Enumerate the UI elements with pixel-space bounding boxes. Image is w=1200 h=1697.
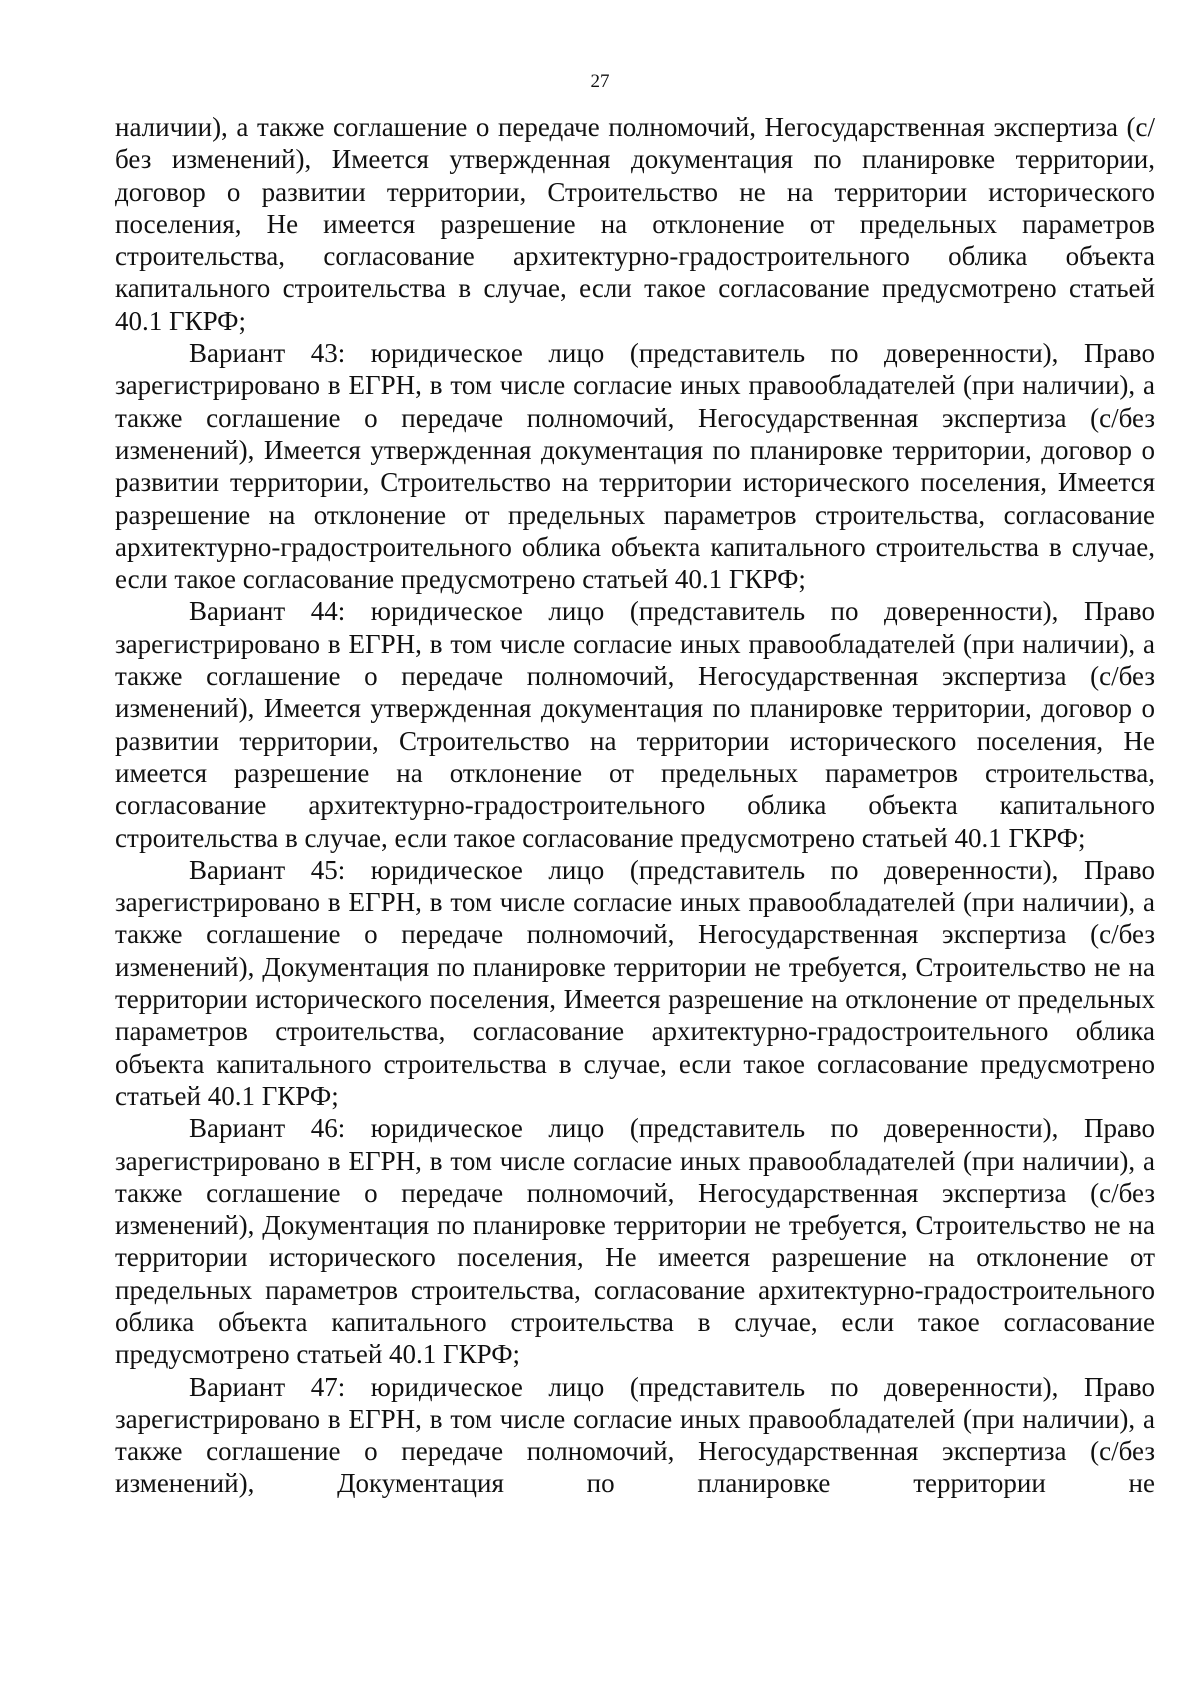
paragraph-variant-43: Вариант 43: юридическое лицо (представитель по доверенности), Право зарегистрировано в ЕГРН, в том числе согласие иных правообладателей (при наличии), а также соглашение о передаче полномочий, Негосударственная экспертиза (с/без изменений), Имеется утвержденная документация по планировке территории, договор о развитии территории, Строительство на территории исторического поселения, Имеется разрешение на отклонение от предельных параметров строительства, согласование архитектурно-градостроительного облика объекта капитального строительства в случае, если такое согласование предусмотрено статьей 40.1 ГКРФ;	[115, 338, 1155, 595]
paragraph-variant-44: Вариант 44: юридическое лицо (представитель по доверенности), Право зарегистрировано в ЕГРН, в том числе согласие иных правообладателей (при наличии), а также соглашение о передаче полномочий, Негосударственная экспертиза (с/без изменений), Имеется утвержденная документация по планировке территории, договор о развитии территории, Строительство на территории исторического поселения, Не имеется разрешение на отклонение от предельных параметров строительства, согласование архитектурно-градостроительного облика объекта капитального строительства в случае, если такое согласование предусмотрено статьей 40.1 ГКРФ;	[115, 596, 1155, 853]
page-number: 27	[590, 71, 610, 92]
paragraph-variant-47: Вариант 47: юридическое лицо (представитель по доверенности), Право зарегистрировано в ЕГРН, в том числе согласие иных правообладателей (при наличии), а также соглашение о передаче полномочий, Негосударственная экспертиза (с/без изменений), Документация по планировке территории не	[115, 1371, 1155, 1499]
paragraph-continuation: наличии), а также соглашение о передаче полномочий, Негосударственная экспертиза (с/без изменений), Имеется утвержденная документация по планировке территории, договор о развитии территории, Строительство не на территории исторического поселения, Не имеется разрешение на отклонение от предельных параметров строительства, согласование архитектурно-градостроительного облика объекта капитального строительства в случае, если такое согласование предусмотрено статьей 40.1 ГКРФ;	[115, 112, 1155, 336]
paragraph-variant-46: Вариант 46: юридическое лицо (представитель по доверенности), Право зарегистрировано в ЕГРН, в том числе согласие иных правообладателей (при наличии), а также соглашение о передаче полномочий, Негосударственная экспертиза (с/без изменений), Документация по планировке территории не требуется, Строительство не на территории исторического поселения, Не имеется разрешение на отклонение от предельных параметров строительства, согласование архитектурно-градостроительного облика объекта капитального строительства в случае, если такое согласование предусмотрено статьей 40.1 ГКРФ;	[115, 1113, 1155, 1370]
paragraph-variant-45: Вариант 45: юридическое лицо (представитель по доверенности), Право зарегистрировано в ЕГРН, в том числе согласие иных правообладателей (при наличии), а также соглашение о передаче полномочий, Негосударственная экспертиза (с/без изменений), Документация по планировке территории не требуется, Строительство не на территории исторического поселения, Имеется разрешение на отклонение от предельных параметров строительства, согласование архитектурно-градостроительного облика объекта капитального строительства в случае, если такое согласование предусмотрено статьей 40.1 ГКРФ;	[115, 854, 1155, 1111]
document-body	[115, 111, 1155, 1500]
